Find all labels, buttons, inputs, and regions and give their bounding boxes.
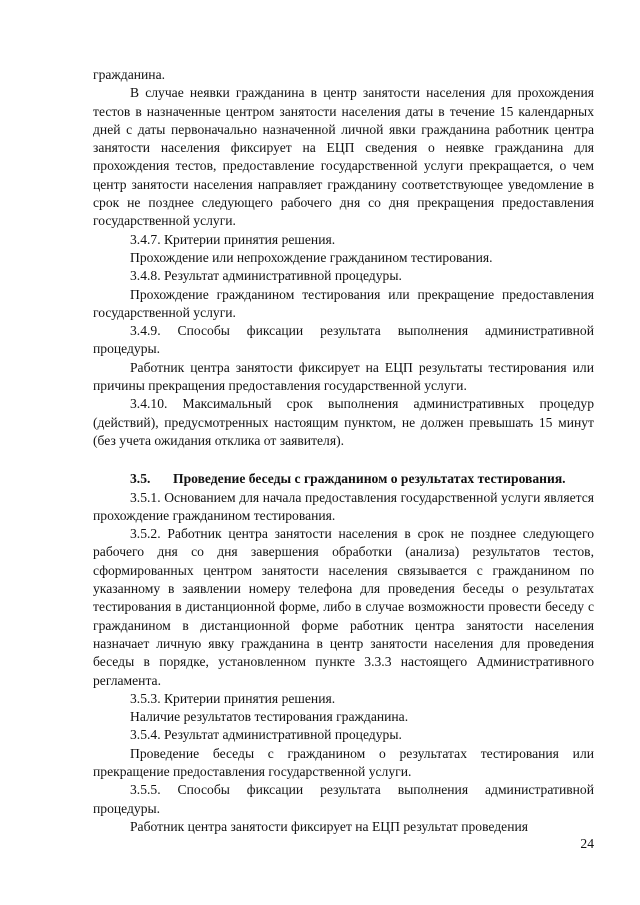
section-heading	[93, 470, 594, 488]
paragraph: Работник центра занятости фиксирует на ЕЦП результат проведения	[130, 818, 529, 834]
paragraph: 3.5.5. Способы фиксации результата выполнения административной процедуры.	[93, 782, 594, 816]
paragraph: 3.5.3. Критерии принятия решения.	[130, 690, 336, 706]
paragraph: Работник центра занятости фиксирует на ЕЦП результаты тестирования или причины прекращения предоставления государственной услуги.	[93, 359, 594, 394]
body-text-bottom	[93, 489, 594, 837]
paragraph: 3.4.7. Критерии принятия решения.	[130, 231, 336, 247]
paragraph: Проведение беседы с гражданином о результатах тестирования или прекращение предоставления государственной услуги.	[93, 745, 594, 779]
paragraph: Прохождение гражданином тестирования или прекращение предоставления государственной услуги.	[93, 286, 594, 320]
page-number: 24	[580, 836, 594, 851]
section-gap	[93, 450, 594, 468]
section-number: 3.5.	[130, 471, 151, 487]
paragraph: 3.4.9. Способы фиксации результата выполнения административной процедуры.	[93, 323, 594, 357]
paragraph: 3.4.10. Максимальный срок выполнения административных процедур (действий), предусмотренных настоящим пунктом, не должен превышать 15 минут (без учета ожидания отклика от заявителя).	[93, 396, 594, 448]
paragraph: 3.5.4. Результат административной процедуры.	[130, 727, 402, 743]
paragraph: 3.4.8. Результат административной процедуры.	[130, 268, 402, 284]
paragraph: В случае неявки гражданина в центр занятости населения для прохождения тестов в назначенные центром занятости населения даты в течение 15 календарных дней с даты первоначально назначенной личной явки гражданина работник центра занятости населения фиксирует на ЕЦП сведения о неявке гражданина для прохождения тестов, предоставление государственной услуги прекращается, о чем центр занятости населения направляет гражданину соответствующее уведомление в срок не позднее следующего рабочего дня со дня прекращения предоставления государственной услуги.	[93, 85, 594, 229]
section-title: Проведение беседы с гражданином о результатах тестирования.	[173, 471, 566, 487]
paragraph: Наличие результатов тестирования гражданина.	[130, 709, 409, 725]
paragraph: 3.5.2. Работник центра занятости населения в срок не позднее следующего рабочего дня со дня завершения обработки (анализа) результатов тестов, сформированных центром занятости населения связывается с гражданином по указанному в заявлении номеру телефона для проведения беседы о результатах тестирования в дистанционной форме, либо в случае возможности провести беседу с гражданином в дистанционной форме работник центра занятости населения назначает личную явку гражданина в центр занятости населения для проведения беседы в порядке, установленном пункте 3.3.3 настоящего Административного регламента.	[93, 526, 594, 688]
paragraph: Прохождение или непрохождение гражданином тестирования.	[130, 249, 493, 265]
paragraph: 3.5.1. Основанием для начала предоставления государственной услуги является прохождение гражданином тестирования.	[93, 489, 594, 523]
body-text-top	[93, 66, 594, 450]
paragraph: гражданина.	[93, 67, 166, 82]
